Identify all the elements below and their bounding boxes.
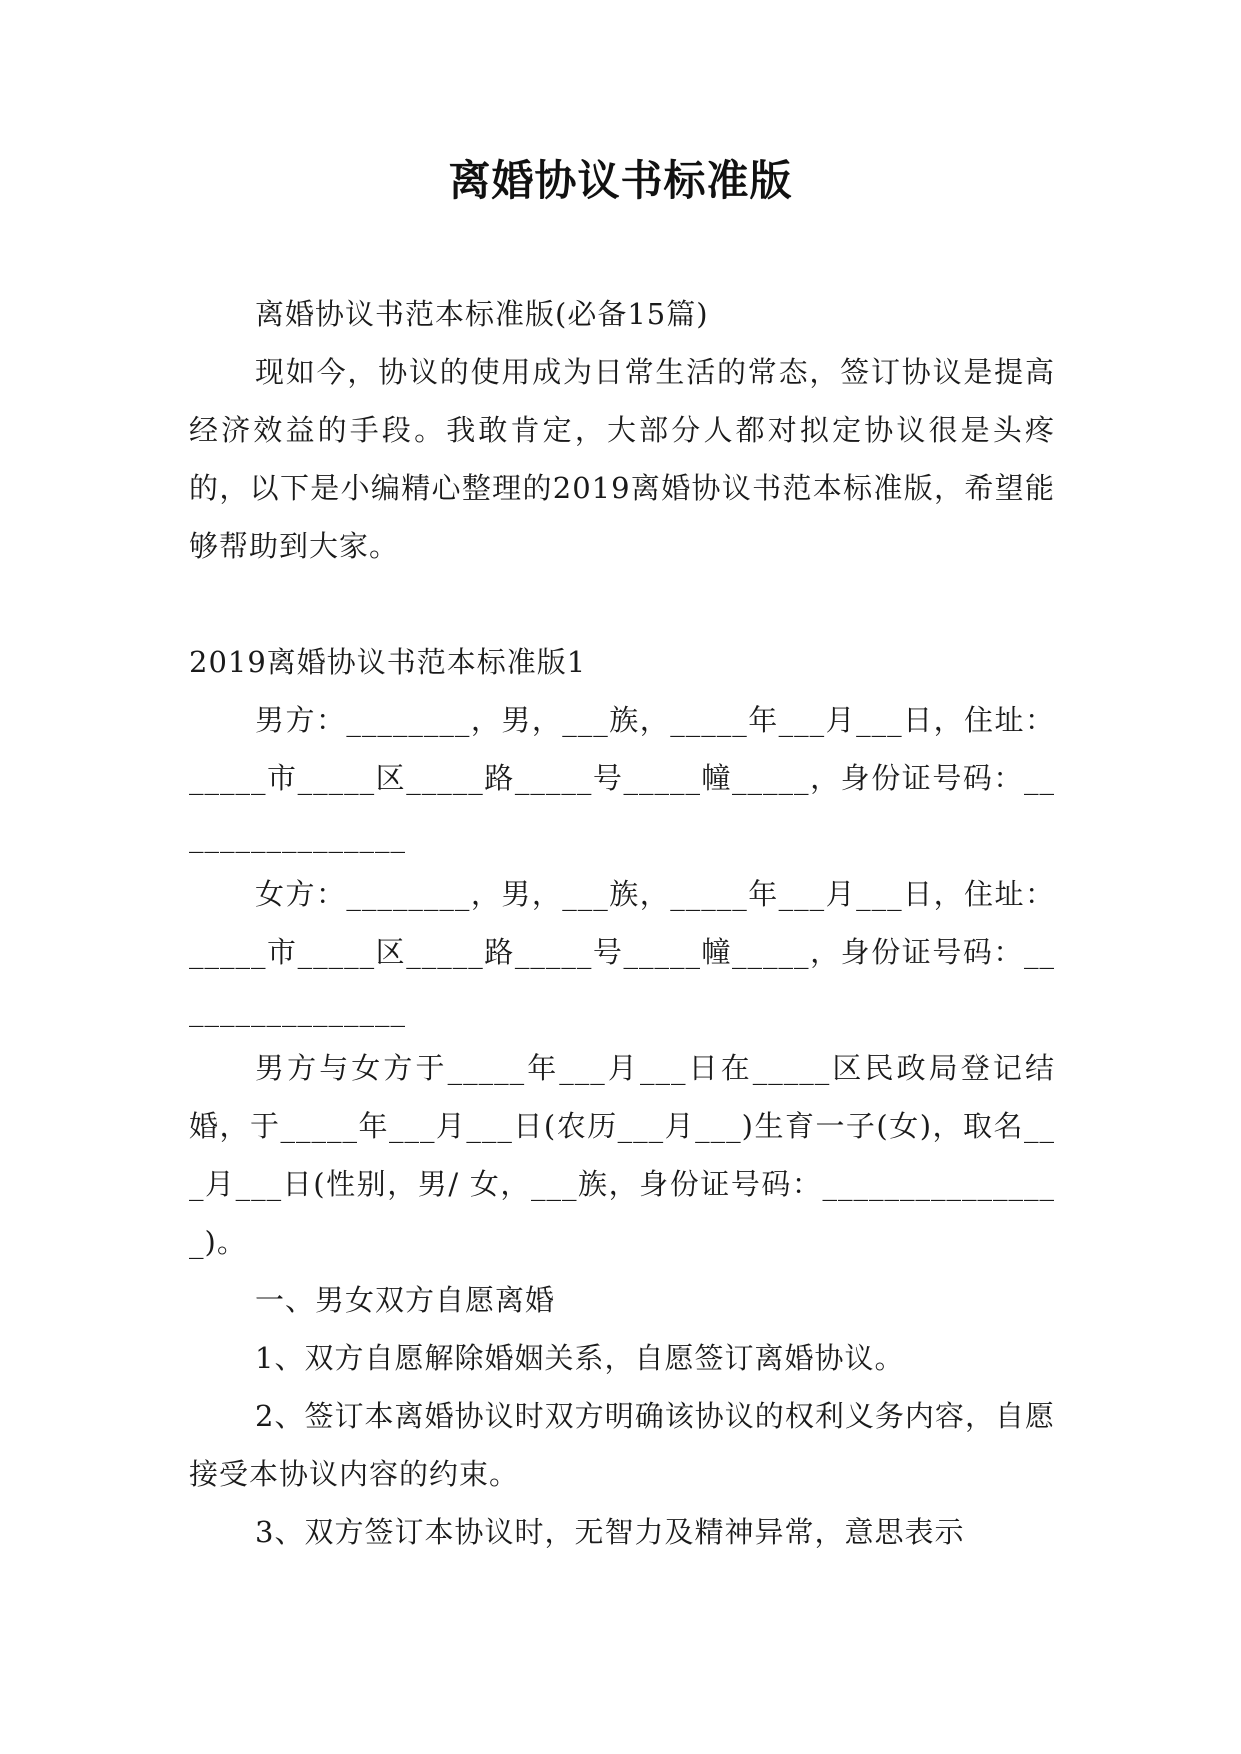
clause-1-paragraph: 1、双方自愿解除婚姻关系，自愿签订离婚协议。 — [255, 1341, 905, 1375]
clause-heading: 一、男女双方自愿离婚 — [255, 1283, 556, 1317]
paragraph-spacer — [189, 575, 1055, 633]
clause-2-paragraph: 2、签订本离婚协议时双方明确该协议的权利义务内容，自愿接受本协议内容的约束。 — [189, 1399, 1055, 1491]
subtitle-paragraph: 离婚协议书范本标准版(必备15篇) — [255, 297, 709, 331]
man-info-paragraph: 男方：________，男，___族，_____年___月___日，住址：_____市_____区_____路_____号_____幢_____，身份证号码：________________ — [189, 703, 1055, 853]
clause-3-paragraph: 3、双方签订本协议时，无智力及精神异常，意思表示 — [255, 1515, 965, 1549]
intro-paragraph: 现如今，协议的使用成为日常生活的常态，签订协议是提高经济效益的手段。我敢肯定，大部分人都对拟定协议很是头疼的，以下是小编精心整理的2019离婚协议书范本标准版，希望能够帮助到大家。 — [189, 355, 1055, 563]
marriage-info-paragraph: 男方与女方于_____年___月___日在_____区民政局登记结婚，于_____年___月___日(农历___月___)生育一子(女)，取名___月___日(性别，男/ 女，___族，身份证号码：________________)。 — [189, 1051, 1055, 1259]
document-title: 离婚协议书标准版 — [448, 156, 793, 205]
section-heading: 2019离婚协议书范本标准版1 — [189, 645, 587, 679]
document-body — [189, 285, 1055, 1561]
woman-info-paragraph: 女方：________，男，___族，_____年___月___日，住址：_____市_____区_____路_____号_____幢_____，身份证号码：________________ — [189, 877, 1055, 1027]
